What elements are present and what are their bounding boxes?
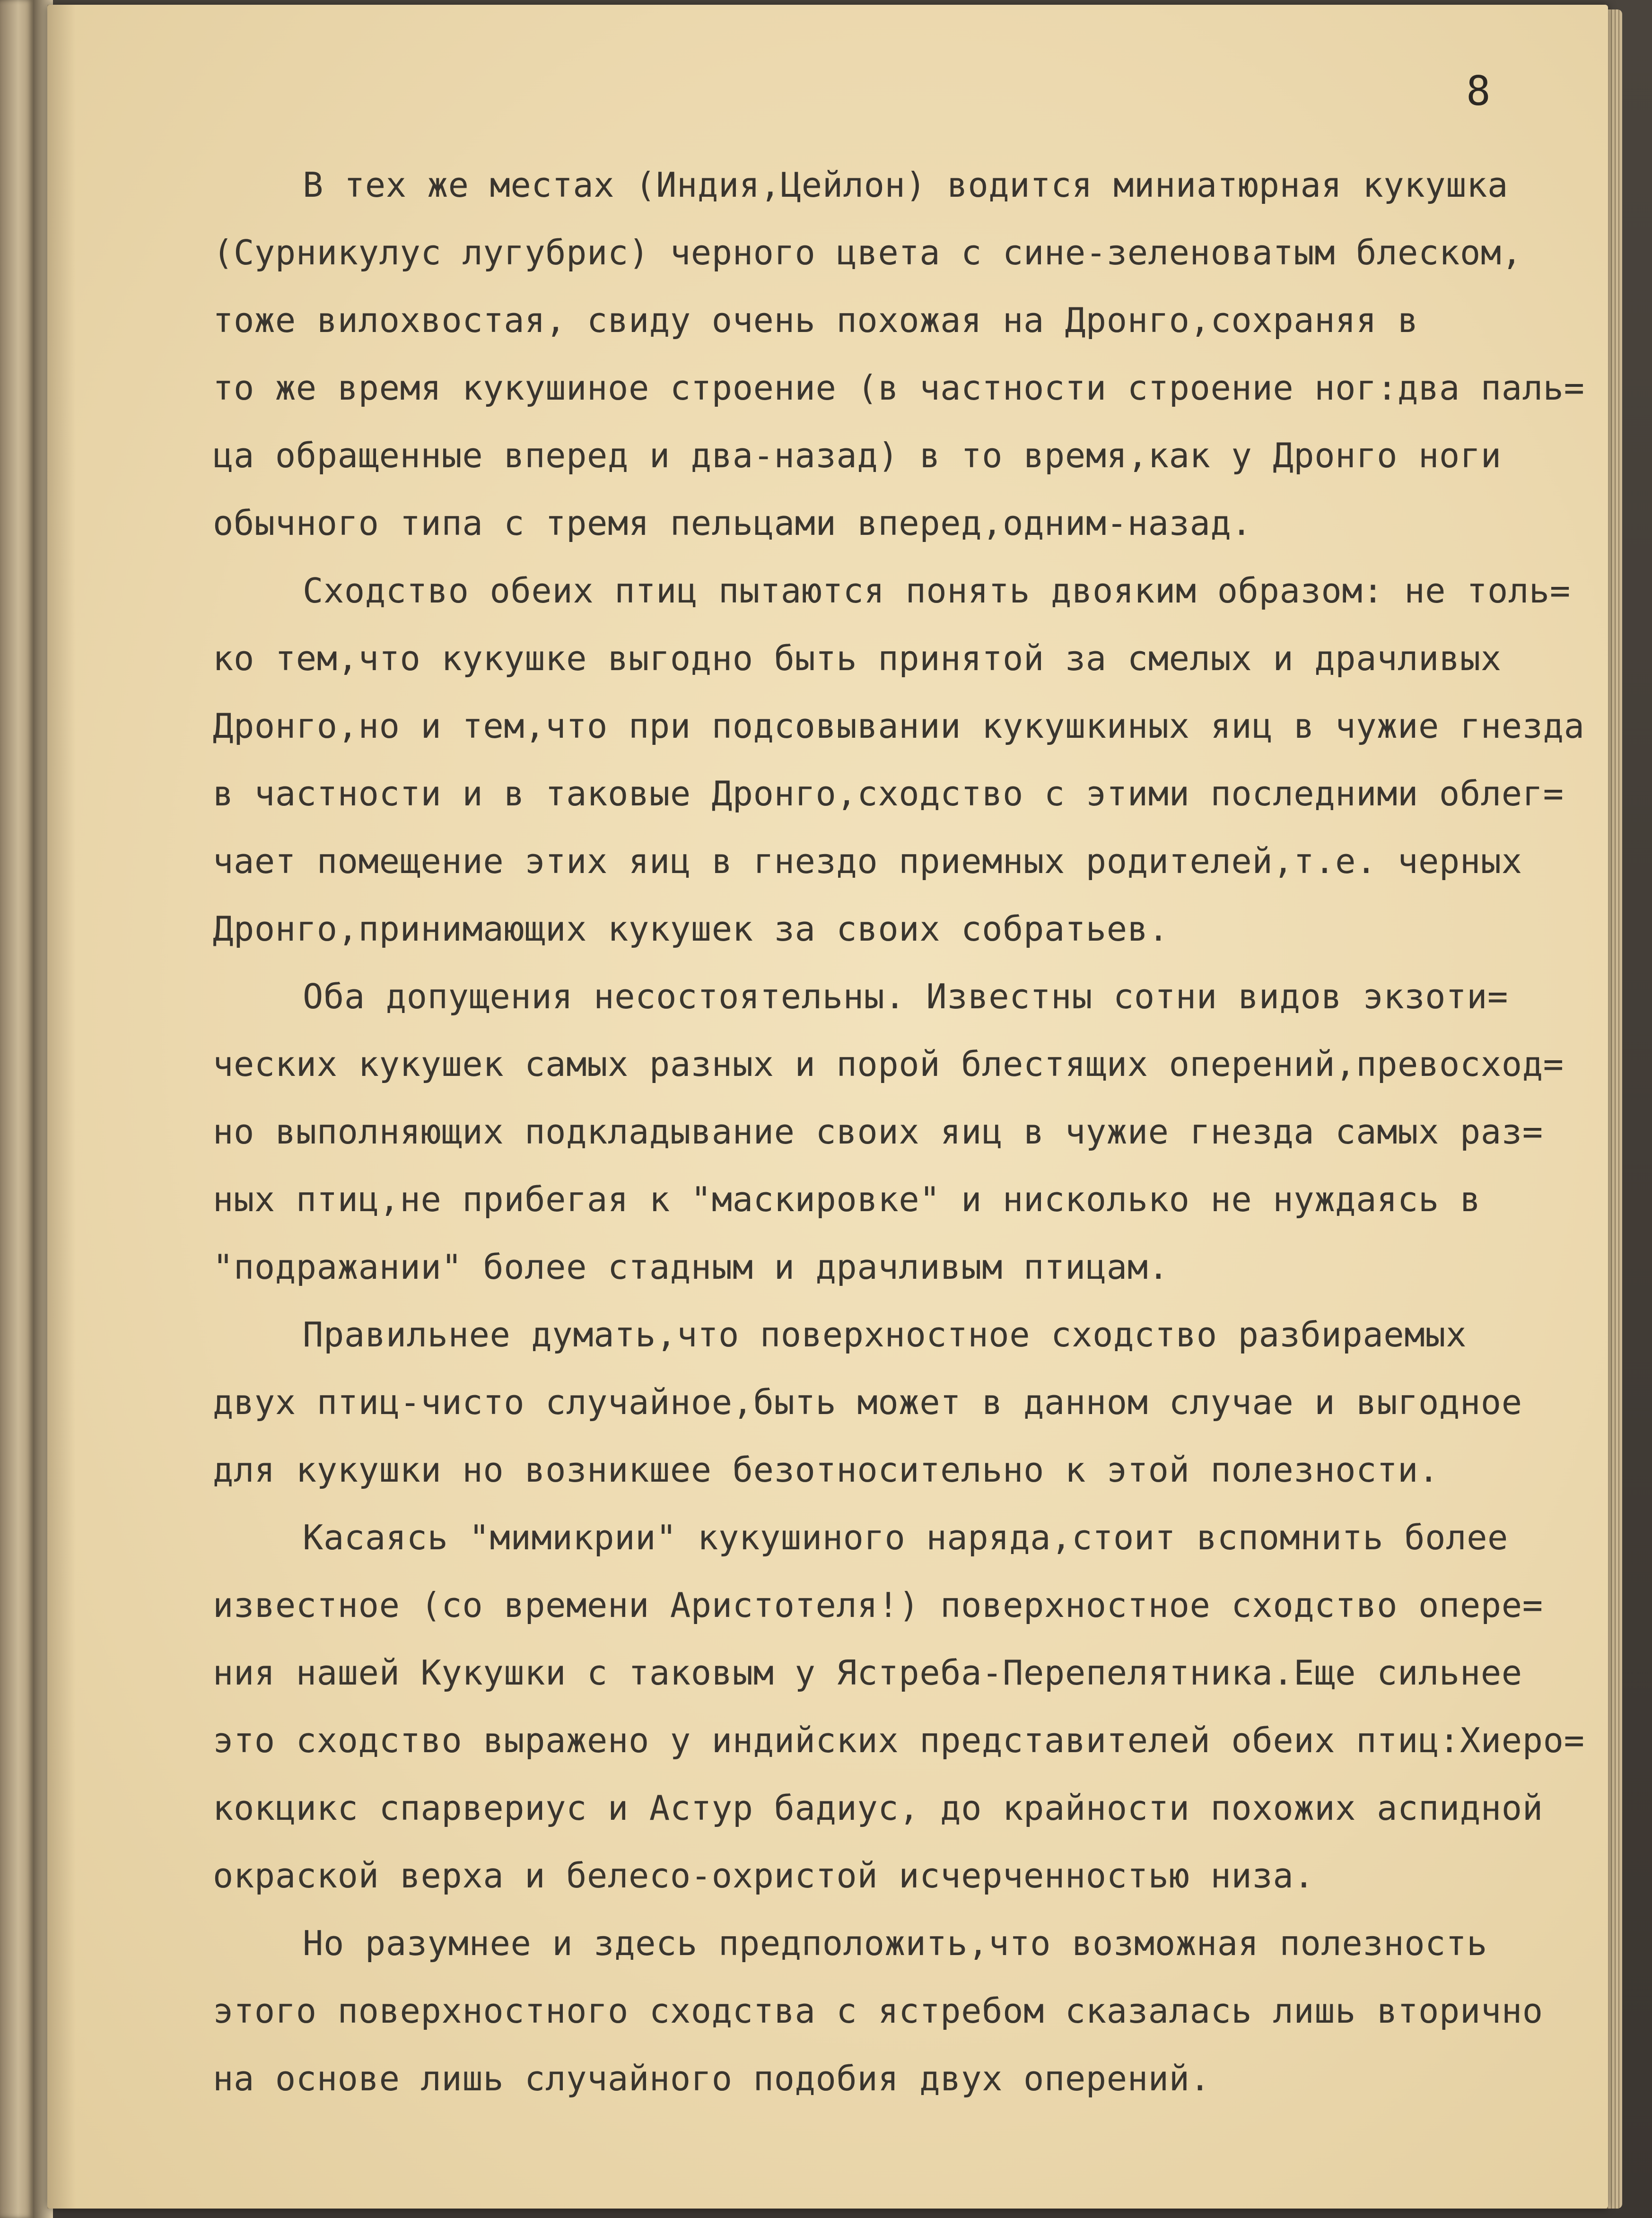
text-line: Дронго,принимающих кукушек за своих собратьев. [213,909,1169,949]
page-number: 8 [1466,68,1491,115]
text-line: Касаясь "мимикрии" кукушиного наряда,стоит вспомнить более [303,1518,1508,1557]
text-line: то же время кукушиное строение (в частности строение ног:два паль= [213,368,1585,408]
text-line: в частности и в таковые Дронго,сходство с этими последними облег= [213,774,1564,813]
page-text-body [213,151,1613,2113]
previous-page-edge [0,0,33,2218]
text-line: Дронго,но и тем,что при подсовывании кукушкиных яиц в чужие гнезда [213,706,1585,746]
text-line: Оба допущения несостоятельны. Известны сотни видов экзоти= [303,977,1508,1016]
text-line: (Сурникулус лугубрис) черного цвета с сине-зеленоватым блеском, [213,233,1522,272]
text-line: В тех же местах (Индия,Цейлон) водится миниатюрная кукушка [303,165,1508,205]
text-line: этого поверхностного сходства с ястребом сказалась лишь вторично [213,1991,1543,2031]
text-line: известное (со времени Аристотеля!) поверхностное сходство опере= [213,1585,1543,1625]
text-line: обычного типа с тремя пельцами вперед,одним-назад. [213,503,1252,543]
text-line: для кукушки но возникшее безотносительно к этой полезности. [213,1450,1439,1490]
paragraph-6 [213,1910,1613,2113]
text-line: окраской верха и белесо-охристой исчерченностью низа. [213,1856,1315,1895]
paragraph-4 [213,1301,1613,1504]
text-line: кокцикс спарвериус и Астур бадиус, до крайности похожих аспидной [213,1788,1543,1828]
text-line: на основе лишь случайного подобия двух оперений. [213,2059,1211,2098]
text-line: Сходство обеих птиц пытаются понять двояким образом: не толь= [303,571,1571,611]
text-line: Правильнее думать,что поверхностное сходство разбираемых [303,1315,1467,1354]
text-line: ния нашей Кукушки с таковым у Ястреба-Перепелятника.Еще сильнее [213,1653,1522,1693]
text-line: это сходство выражено у индийских представителей обеих птиц:Хиеро= [213,1720,1585,1760]
text-line: "подражании" более стадным и драчливым птицам. [213,1247,1169,1287]
paragraph-1 [213,151,1613,557]
text-line: тоже вилохвостая, свиду очень похожая на Дронго,сохраняя в [213,300,1418,340]
text-line: ных птиц,не прибегая к "маскировке" и нисколько не нуждаясь в [213,1179,1481,1219]
paragraph-5 [213,1504,1613,1910]
text-line: чает помещение этих яиц в гнездо приемных родителей,т.е. черных [213,841,1522,881]
text-line: ца обращенные вперед и два-назад) в то время,как у Дронго ноги [213,436,1502,475]
paragraph-2 [213,557,1613,963]
paragraph-3 [213,963,1613,1301]
text-line: ческих кукушек самых разных и порой блестящих оперений,превосход= [213,1044,1564,1084]
text-line: Но разумнее и здесь предположить,что возможная полезность [303,1923,1488,1963]
text-line: но выполняющих подкладывание своих яиц в чужие гнезда самых раз= [213,1112,1543,1152]
text-line: двух птиц-чисто случайное,быть может в данном случае и выгодное [213,1382,1522,1422]
text-line: ко тем,что кукушке выгодно быть принятой за смелых и драчливых [213,638,1502,678]
